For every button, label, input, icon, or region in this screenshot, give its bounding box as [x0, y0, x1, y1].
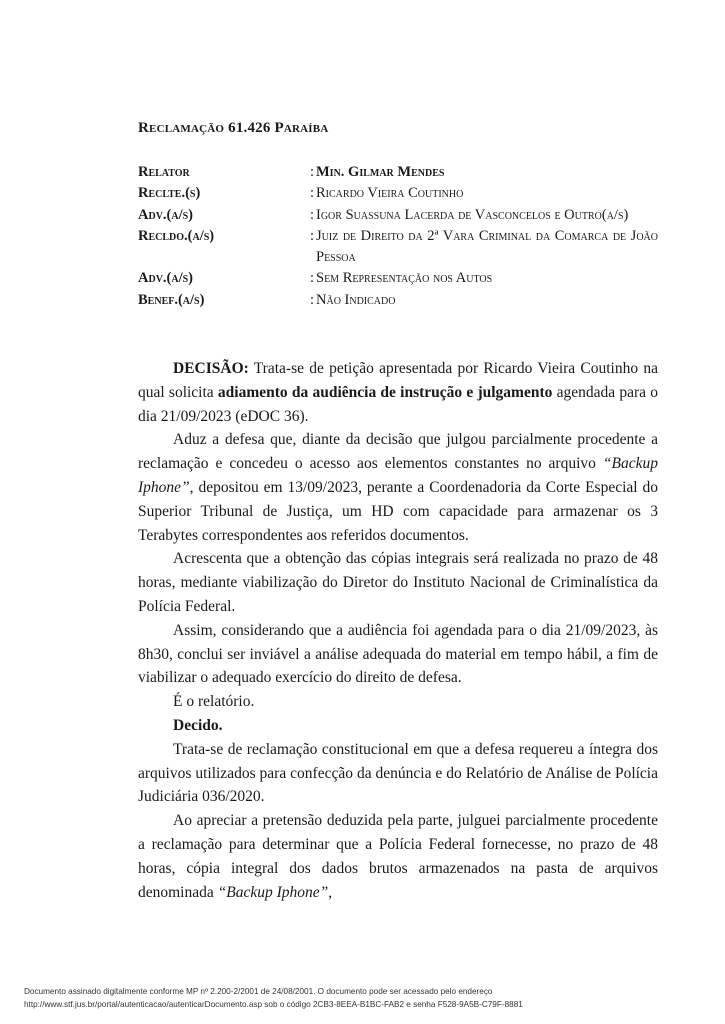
- paragraph-aduz: Aduz a defesa que, diante da decisão que julgou parcialmente procedente a reclamação e concedeu o acesso aos elementos constantes no arquivo “Backup Iphone”, depositou em 13/09/2023, perante a Coordenadoria da Corte Especial do Superior Tribunal de Justiça, um HD com capacidade para armazenar os 3 Terabytes correspondentes aos referidos documentos.: [138, 431, 658, 544]
- party-value: Igor Suassuna Lacerda de Vasconcelos e Outro(a/s): [316, 206, 629, 223]
- party-role: Recldo.(a/s): [138, 227, 215, 244]
- paragraph-decisao: DECISÃO: Trata-se de petição apresentada por Ricardo Vieira Coutinho na qual solicita adiamento da audiência de instrução e julgamento agendada para o dia 21/09/2023 (eDOC 36).: [138, 360, 658, 425]
- case-title: Reclamação 61.426 Paraíba: [138, 120, 329, 136]
- paragraph-decido: Decido.: [173, 716, 223, 734]
- paragraph-acrescenta: Acrescenta que a obtenção das cópias integrais será realizada no prazo de 48 horas, mediante viabilização do Diretor do Instituto Nacional de Criminalística da Polícia Federal.: [138, 550, 658, 615]
- party-role: Adv.(a/s): [138, 206, 194, 223]
- party-row-adv-1: Adv.(a/s) : Igor Suassuna Lacerda de Vasconcelos e Outro(a/s): [138, 205, 658, 226]
- parties-block: [138, 162, 658, 311]
- paragraph-assim: Assim, considerando que a audiência foi agendada para o dia 21/09/2023, às 8h30, conclui ser inviável a análise adequada do material em tempo hábil, a fim de viabilizar o adequado exercício do direito de defesa.: [138, 621, 658, 687]
- party-row-benef: Benef.(a/s) : Não Indicado: [138, 290, 658, 311]
- party-value: Juiz de Direito da 2ª Vara Criminal da Comarca de João Pessoa: [316, 227, 658, 266]
- paragraph-trata-se: Trata-se de reclamação constitucional em que a defesa requereu a íntegra dos arquivos utilizados para confecção da denúncia e do Relatório de Análise de Polícia Judiciária 036/2020.: [138, 740, 658, 806]
- paragraph-relatorio: É o relatório.: [173, 693, 255, 711]
- party-role: Benef.(a/s): [138, 291, 205, 308]
- party-value: Sem Representação nos Autos: [316, 270, 493, 287]
- party-role: Reclte.(s): [138, 185, 201, 202]
- party-value: Min. Gilmar Mendes: [316, 164, 445, 180]
- paragraph-ao-apreciar: Ao apreciar a pretensão deduzida pela parte, julguei parcialmente procedente a reclamação para determinar que a Polícia Federal fornecesse, no prazo de 48 horas, cópia integral dos dados brutos armazenados na pasta de arquivos denominada “Backup Iphone”,: [138, 812, 658, 901]
- party-role: Adv.(a/s): [138, 270, 194, 287]
- party-value: Não Indicado: [316, 291, 396, 308]
- signature-footer: [24, 986, 714, 1011]
- party-row-reclte: Reclte.(s) : Ricardo Vieira Coutinho: [138, 183, 658, 204]
- party-row-recldo: Recldo.(a/s) : Juiz de Direito da 2ª Vara Criminal da Comarca de João Pessoa: [138, 226, 658, 269]
- footer-line-1: Documento assinado digitalmente conforme MP nº 2.200-2/2001 de 24/08/2001. O documento pode ser acessado pelo endereço: [24, 987, 493, 996]
- party-role: Relator: [138, 164, 190, 180]
- footer-line-2: http://www.stf.jus.br/portal/autenticacao/autenticarDocumento.asp sob o código 2CB3-8EEA-B1BC-FAB2 e senha F528-9A5B-C79F-8881: [24, 999, 523, 1009]
- party-value: Ricardo Vieira Coutinho: [316, 185, 464, 202]
- party-row-adv-2: Adv.(a/s) : Sem Representação nos Autos: [138, 268, 658, 289]
- decisao-label: DECISÃO:: [173, 360, 249, 377]
- quoted-filename: “Backup Iphone”: [138, 455, 658, 496]
- party-row-relator: Relator : Min. Gilmar Mendes: [138, 162, 658, 183]
- decision-body: [138, 357, 658, 904]
- quoted-filename: “Backup Iphone”: [217, 883, 329, 901]
- highlight-text: adiamento da audiência de instrução e julgamento: [217, 383, 553, 401]
